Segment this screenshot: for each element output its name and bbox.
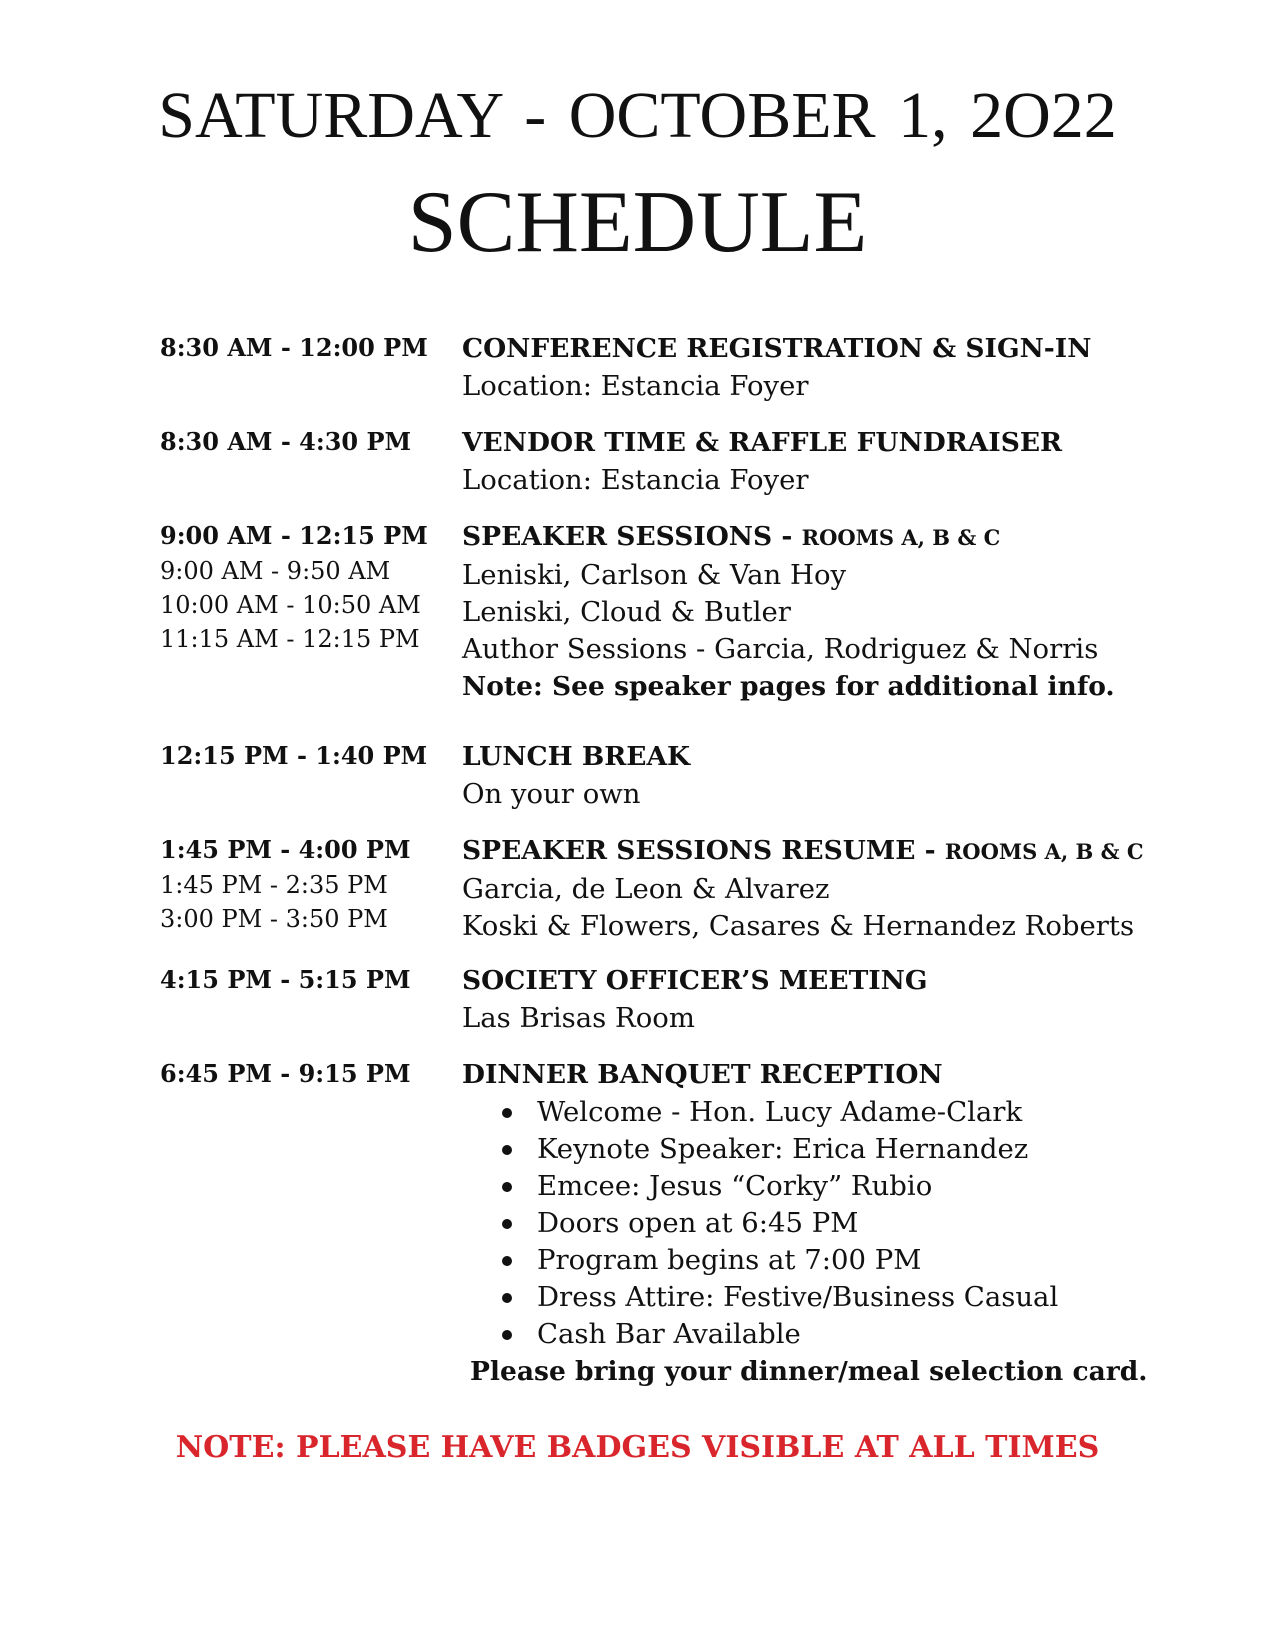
event-time: 8:30 AM - 12:00 PM	[160, 333, 428, 362]
session-time: 10:00 AM - 10:50 AM	[160, 591, 421, 619]
session-speakers: Garcia, de Leon & Alvarez	[462, 873, 830, 905]
event-time-column	[160, 424, 460, 460]
bullet-icon	[502, 1219, 512, 1229]
list-item	[462, 1242, 1182, 1279]
event-rooms: ROOMS A, B & C	[801, 525, 1001, 550]
event-title	[462, 518, 1182, 557]
list-item	[462, 1131, 1182, 1168]
event-title: CONFERENCE REGISTRATION & SIGN-IN	[462, 333, 1092, 364]
session-speakers: Author Sessions - Garcia, Rodriguez & Norris	[462, 633, 1099, 665]
event-time-column	[160, 518, 460, 656]
bullet-icon	[502, 1293, 512, 1303]
event-title: VENDOR TIME & RAFFLE FUNDRAISER	[462, 427, 1063, 458]
event-title-main: SPEAKER SESSIONS RESUME -	[462, 835, 945, 866]
session-speakers: Leniski, Cloud & Butler	[462, 596, 791, 628]
session-time: 11:15 AM - 12:15 PM	[160, 625, 420, 653]
event-time: 4:15 PM - 5:15 PM	[160, 965, 411, 994]
event-title-main: SPEAKER SESSIONS -	[462, 521, 802, 552]
list-item-text: Welcome - Hon. Lucy Adame-Clark	[537, 1096, 1023, 1128]
event-details	[462, 424, 1182, 499]
event-title: LUNCH BREAK	[462, 741, 691, 772]
list-item-text: Cash Bar Available	[537, 1318, 801, 1350]
event-description: On your own	[462, 778, 641, 810]
event-time: 8:30 AM - 4:30 PM	[160, 427, 412, 456]
session-time: 9:00 AM - 9:50 AM	[160, 557, 391, 585]
event-note: Note: See speaker pages for additional info.	[462, 671, 1115, 702]
bullet-icon	[502, 1182, 512, 1192]
event-title: DINNER BANQUET RECEPTION	[462, 1059, 943, 1090]
event-title	[462, 832, 1182, 871]
event-time-column	[160, 738, 460, 774]
event-location: Location: Estancia Foyer	[462, 464, 809, 496]
event-details	[462, 330, 1182, 405]
list-item	[462, 1168, 1182, 1205]
event-details	[462, 1056, 1182, 1390]
event-details	[462, 518, 1182, 705]
bullet-icon	[502, 1145, 512, 1155]
schedule-date: SATURDAY - OCTOBER 1, 2O22	[158, 79, 1117, 152]
event-time-column	[160, 330, 460, 366]
event-details	[462, 738, 1182, 813]
event-location: Location: Estancia Foyer	[462, 370, 809, 402]
session-time: 3:00 PM - 3:50 PM	[160, 905, 388, 933]
list-item-text: Emcee: Jesus “Corky” Rubio	[537, 1170, 933, 1202]
event-time-column	[160, 962, 460, 998]
list-item-text: Keynote Speaker: Erica Hernandez	[537, 1133, 1029, 1165]
list-item-text: Program begins at 7:00 PM	[537, 1244, 922, 1276]
event-rooms: ROOMS A, B & C	[944, 839, 1144, 864]
event-location: Las Brisas Room	[462, 1002, 695, 1034]
list-item-text: Dress Attire: Festive/Business Casual	[537, 1281, 1059, 1313]
event-time: 6:45 PM - 9:15 PM	[160, 1059, 411, 1088]
session-time: 1:45 PM - 2:35 PM	[160, 871, 388, 899]
event-time-column	[160, 832, 460, 936]
event-time: 9:00 AM - 12:15 PM	[160, 521, 428, 550]
bullet-icon	[502, 1108, 512, 1118]
event-time: 1:45 PM - 4:00 PM	[160, 835, 411, 864]
bullet-icon	[502, 1256, 512, 1266]
list-item	[462, 1316, 1182, 1353]
page-title: SCHEDULE	[407, 174, 868, 271]
bullet-icon	[502, 1330, 512, 1340]
list-item	[462, 1094, 1182, 1131]
session-speakers: Leniski, Carlson & Van Hoy	[462, 559, 847, 591]
list-item-text: Doors open at 6:45 PM	[537, 1207, 859, 1239]
event-time: 12:15 PM - 1:40 PM	[160, 741, 428, 770]
list-item	[462, 1205, 1182, 1242]
event-title: SOCIETY OFFICER’S MEETING	[462, 965, 928, 996]
session-speakers: Koski & Flowers, Casares & Hernandez Roberts	[462, 910, 1135, 942]
event-details	[462, 962, 1182, 1037]
banquet-details-list	[462, 1094, 1182, 1353]
event-time-column	[160, 1056, 460, 1092]
badge-visibility-note: NOTE: PLEASE HAVE BADGES VISIBLE AT ALL TIMES	[175, 1430, 1100, 1465]
event-details	[462, 832, 1182, 945]
meal-card-note: Please bring your dinner/meal selection card.	[470, 1356, 1148, 1387]
list-item	[462, 1279, 1182, 1316]
